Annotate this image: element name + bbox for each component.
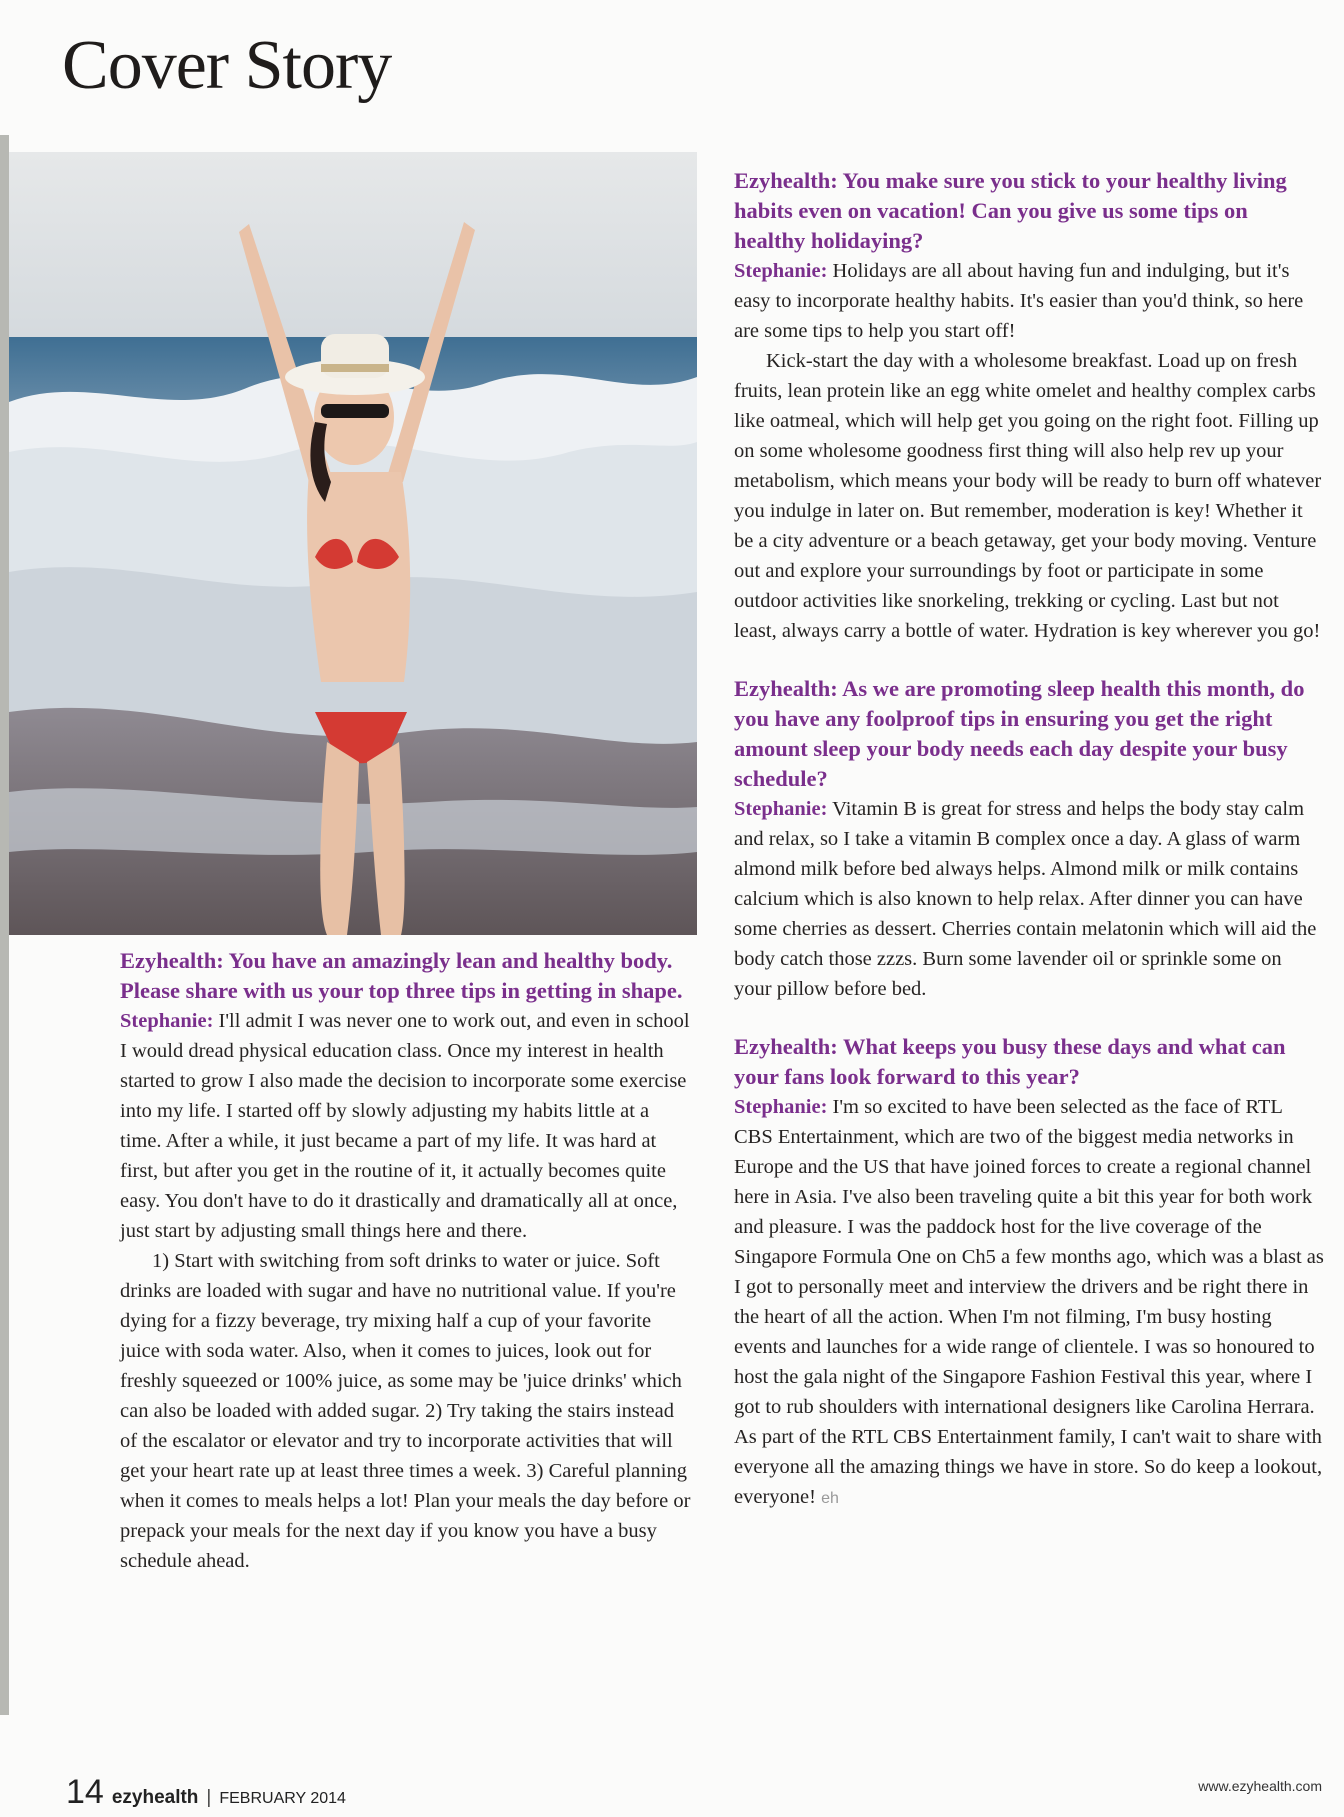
footer-folio [66, 1773, 346, 1812]
cover-photo [9, 152, 697, 935]
speaker-label: Stephanie: [120, 1010, 214, 1032]
left-article-column [120, 946, 695, 1576]
interview-question-2: Ezyhealth: You make sure you stick to your healthy living habits even on vacation! Can you give us some tips on healthy holidaying? [734, 168, 1287, 253]
section-title: Cover Story [62, 27, 392, 104]
interview-question-3: Ezyhealth: As we are promoting sleep health this month, do you have any foolproof tips in ensuring you get the right amount sleep your body needs each day despite your busy schedule? [734, 676, 1305, 791]
speaker-label: Stephanie: [734, 1096, 828, 1118]
right-article-column [734, 166, 1324, 1542]
answer-1-text: I'll admit I was never one to work out, and even in school I would dread physical education class. Once my interest in health started to grow I also made the decision to incorporate some exercise into my life. I started off by slowly adjusting my habits little at a time. After a while, it just became a part of my life. It was hard at first, but after you get in the routine of it, it actually becomes quite easy. You don't have to do it drastically and dramatically all at once, just start by adjusting small things here and there. [120, 1010, 690, 1242]
issue-date: FEBRUARY 2014 [219, 1790, 346, 1807]
answer-4-text: I'm so excited to have been selected as the face of RTL CBS Entertainment, which are two of the biggest media networks in Europe and the US that have joined forces to create a regional channel here in Asia. I've also been traveling quite a bit this year for both work and pleasure. I was the paddock host for the live coverage of the Singapore Formula One on Ch5 a few months ago, which was a blast as I got to personally meet and interview the drivers and be right there in the heart of all the action. When I'm not filming, I'm busy hosting events and launches for a wide range of clientele. I was so honoured to host the gala night of the Singapore Fashion Festival this year, where I got to rub shoulders with international designers like Carolina Herrara. As part of the RTL CBS Entertainment family, I can't wait to share with everyone all the amazing things we have in store. So do keep a lookout, everyone! [734, 1096, 1324, 1508]
page-number: 14 [66, 1773, 104, 1811]
answer-1-tips: 1) Start with switching from soft drinks to water or juice. Soft drinks are loaded with sugar and have no nutritional value. If you're dying for a fizzy beverage, try mixing half a cup of your favorite juice with soda water. Also, when it comes to juices, look out for freshly squeezed or 100% juice, as some may be 'juice drinks' which can also be loaded with added sugar. 2) Try taking the stairs instead of the escalator or elevator and try to incorporate activities that will get your heart rate up at least three times a week. 3) Careful planning when it comes to meals helps a lot! Plan your meals the day before or prepack your meals for the next day if you know you have a busy schedule ahead. [120, 1250, 691, 1572]
qa-block-3 [734, 674, 1324, 1004]
answer-1 [120, 1006, 695, 1246]
beach-photo-illustration [9, 152, 697, 935]
answer-4 [734, 1092, 1324, 1514]
interview-question-4: Ezyhealth: What keeps you busy these days and what can your fans look forward to this year? [734, 1034, 1286, 1089]
answer-3-text: Vitamin B is great for stress and helps the body stay calm and relax, so I take a vitamin B complex once a day. A glass of warm almond milk before bed always helps. Almond milk or milk contains calcium which is also known to help relax. After dinner you can have some cherries as dessert. Cherries contain melatonin which will aid the body catch those zzzs. Burn some lavender oil or sprinkle some on your pillow before bed. [734, 798, 1317, 1000]
magazine-name: ezyhealth [111, 1787, 199, 1808]
folio-separator: | [206, 1787, 212, 1808]
answer-2-text: Holidays are all about having fun and indulging, but it's easy to incorporate healthy habits. It's easier than you'd think, so here are some tips to help you start off! [734, 260, 1304, 342]
interview-question-1: Ezyhealth: You have an amazingly lean and healthy body. Please share with us your top three tips in getting in shape. [120, 948, 683, 1003]
qa-block-2 [734, 166, 1324, 646]
qa-block-4 [734, 1032, 1324, 1514]
left-margin-rule [0, 135, 9, 1715]
answer-2 [734, 256, 1324, 346]
website-url: www.ezyhealth.com [1198, 1778, 1322, 1794]
speaker-label: Stephanie: [734, 260, 828, 282]
answer-3 [734, 794, 1324, 1004]
speaker-label: Stephanie: [734, 798, 828, 820]
end-mark: eh [821, 1490, 839, 1507]
answer-2-paragraph-2: Kick-start the day with a wholesome breakfast. Load up on fresh fruits, lean protein like an egg white omelet and healthy complex carbs like oatmeal, which will help get you going on the right foot. Filling up on some wholesome goodness first thing will also help rev up your metabolism, which means your body will be ready to burn off whatever you indulge in later on. But remember, moderation is key! Whether it be a city adventure or a beach getaway, get your body moving. Venture out and explore your surroundings by foot or participate in some outdoor activities like snorkeling, trekking or cycling. Last but not least, always carry a bottle of water. Hydration is key wherever you go! [734, 350, 1322, 642]
